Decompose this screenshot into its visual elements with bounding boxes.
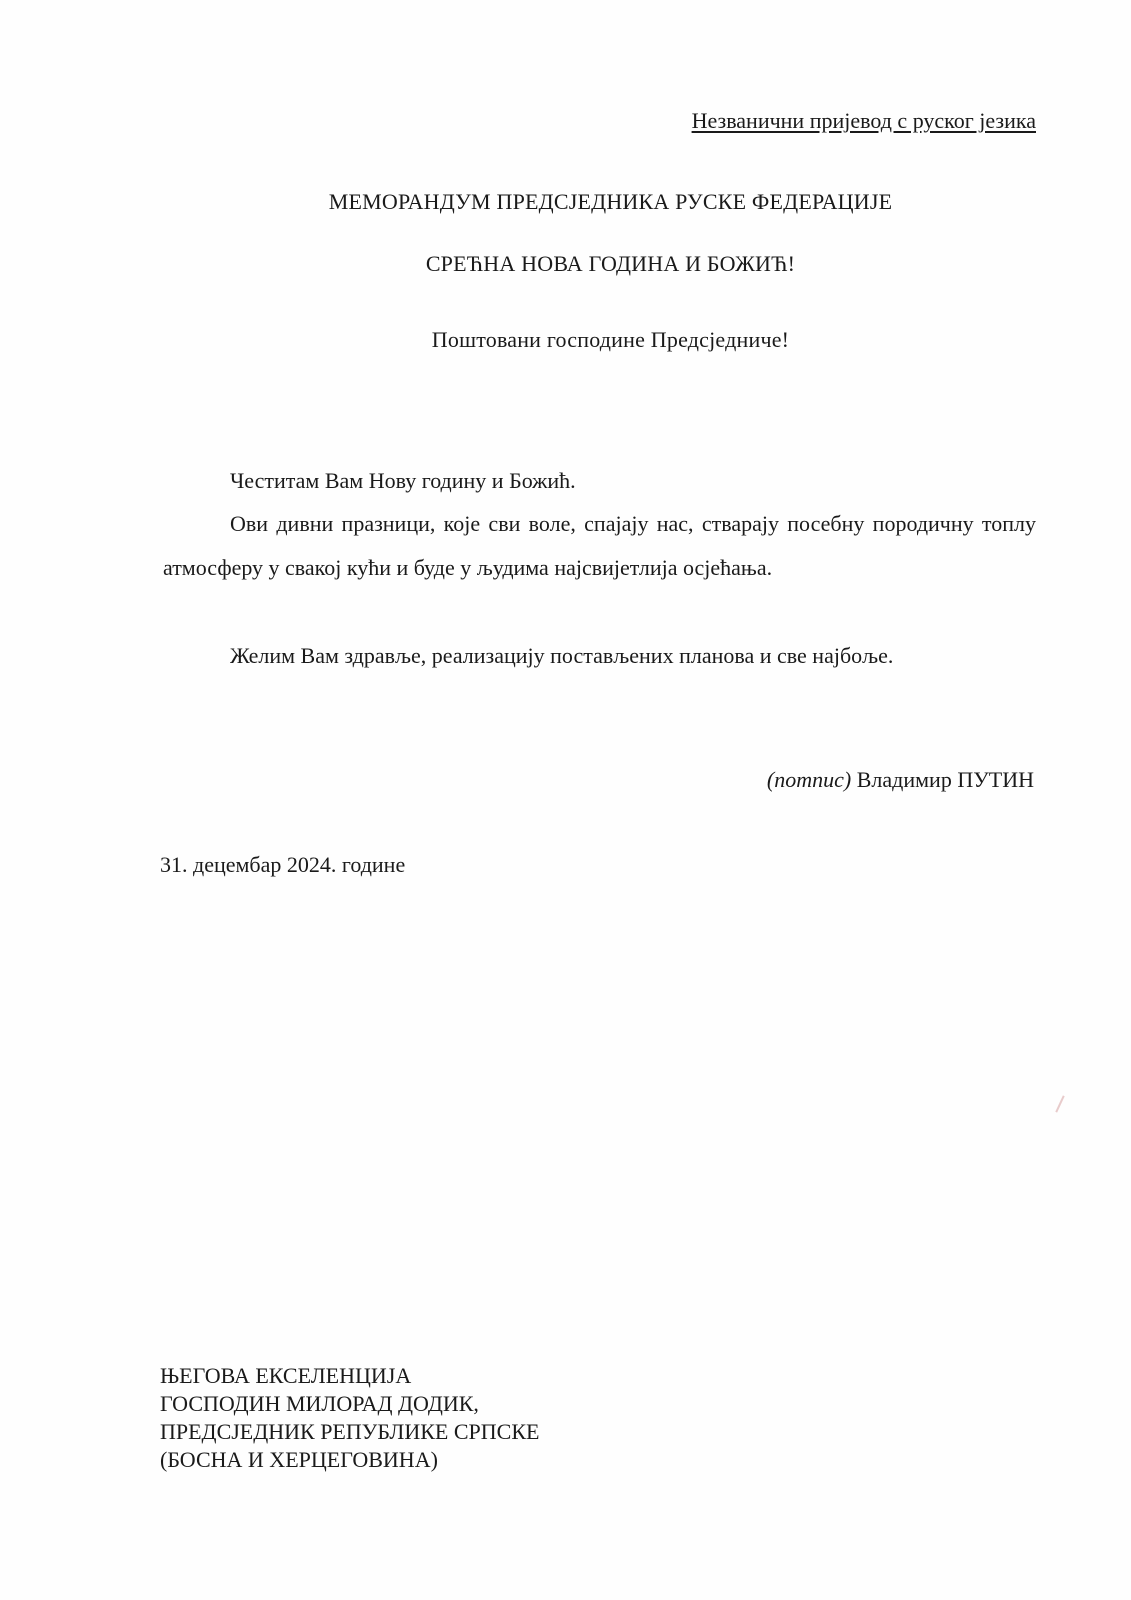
recipient-block: [160, 1362, 539, 1474]
letter-date: 31. децембар 2024. године: [160, 852, 406, 877]
salutation: Поштовани господине Предсједниче!: [431, 327, 790, 352]
paragraph-wishes: Желим Вам здравље, реализацију постављених планова и све најбоље.: [230, 643, 894, 668]
recipient-line: ПРЕДСЈЕДНИК РЕПУБЛИКЕ СРПСКЕ: [160, 1419, 540, 1444]
recipient-line: ГОСПОДИН МИЛОРАД ДОДИК,: [160, 1391, 479, 1416]
translation-note: Незванични пријевод с руског језика: [691, 108, 1036, 133]
scan-mark: [1055, 1095, 1064, 1112]
recipient-line: (БОСНА И ХЕРЦЕГОВИНА): [160, 1447, 438, 1472]
recipient-line: ЊЕГОВА ЕКСЕЛЕНЦИЈА: [160, 1363, 412, 1388]
signature-note: (потпис): [766, 767, 852, 792]
memo-title: МЕМОРАНДУМ ПРЕДСЈЕДНИКА РУСКЕ ФЕДЕРАЦИЈЕ: [328, 189, 893, 214]
signature-name: Владимир ПУТИН: [856, 767, 1034, 792]
greeting-title: СРЕЋНА НОВА ГОДИНА И БОЖИЋ!: [425, 251, 796, 276]
paragraph-holidays: Ови дивни празници, које сви воле, спајају нас, стварају посебну породичну топлу атмосферу у свакој кући и буде у људима најсвијетлија осјећања.: [163, 511, 1036, 580]
signature-block: [767, 767, 1034, 793]
paragraph-congratulations: Честитам Вам Нову годину и Божић.: [230, 468, 576, 493]
